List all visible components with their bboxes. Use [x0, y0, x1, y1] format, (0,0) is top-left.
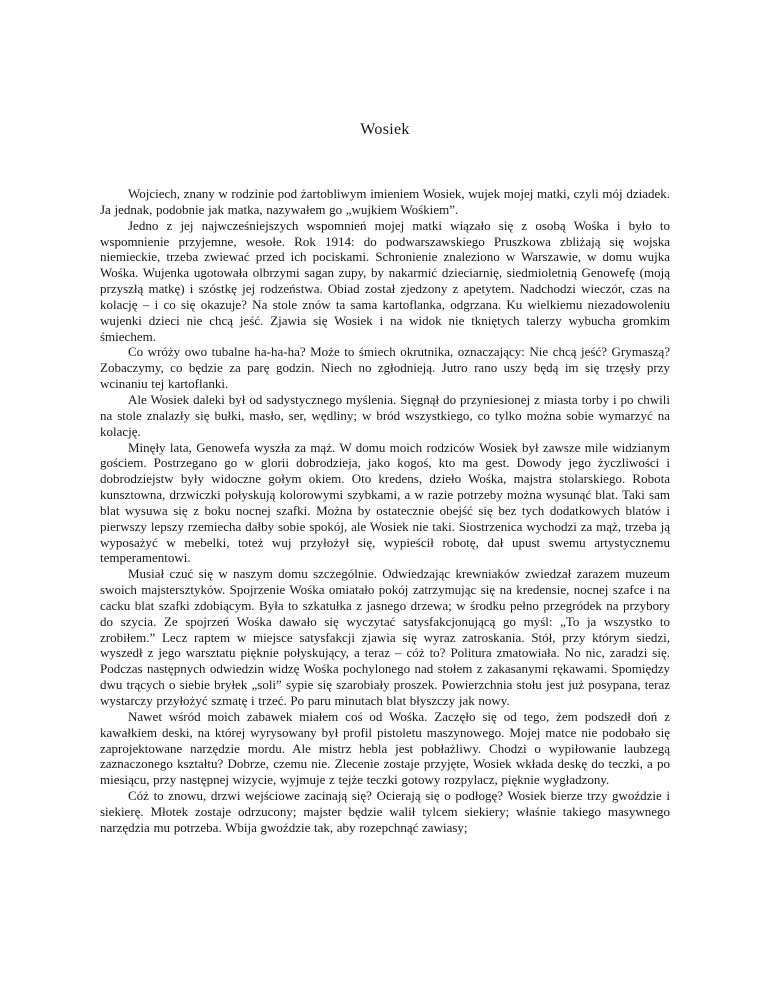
- paragraph: Minęły lata, Genowefa wyszła za mąż. W domu moich rodziców Wosiek był zawsze mile widzianym gościem. Postrzegano go w glorii dobrodzieja, jako kogoś, kto ma gest. Dowody jego życzliwości i dobrodziejstw były widoczne gołym okiem. Oto kredens, dzieło Wośka, majstra stolarskiego. Robota kunsztowna, drzwiczki połyskują kolorowymi szybkami, a w razie potrzeby można wysunąć blat. Taki sam blat wysuwa się z boku nocnej szafki. Można by ostatecznie obejść się bez tych dodatkowych blatów i pierwszy lepszy rzemiecha dałby sobie spokój, ale Wosiek nie taki. Siostrzenica wychodzi za mąż, trzeba ją wyposażyć w mebelki, toteż wuj przyłożył się, wypieścił robotę, dał upust swemu artystycznemu temperamentowi.: [100, 439, 670, 566]
- paragraph: Ale Wosiek daleki był od sadystycznego myślenia. Sięgnął do przyniesionej z miasta torby i po chwili na stole znalazły się bułki, masło, ser, wędliny; w bród wszystkiego, co tylko można sobie wymarzyć na kolację.: [100, 391, 670, 439]
- paragraph: Jedno z jej najwcześniejszych wspomnień mojej matki wiązało się z osobą Wośka i było to wspomnienie przyjemne, wesołe. Rok 1914: do podwarszawskiego Pruszkowa zbliżają się wojska niemieckie, trzeba zwiewać przed ich pociskami. Schronienie znaleziono w Warszawie, w domu wujka Wośka. Wujenka ugotowała olbrzymi sagan zupy, by nakarmić dzieciarnię, siedmioletnią Genowefę (moją przyszłą matkę) i szóstkę jej rodzeństwa. Obiad został zjedzony z apetytem. Nadchodzi wieczór, czas na kolację – i co się okazuje? Na stole znów ta sama kartoflanka, odgrzana. Ku wielkiemu niezadowoleniu wujenki dzieci nie chcą jeść. Zjawia się Wosiek i na widok nie tkniętych talerzy wybucha gromkim śmiechem.: [100, 217, 670, 344]
- paragraph: Wojciech, znany w rodzinie pod żartobliwym imieniem Wosiek, wujek mojej matki, czyli mój dziadek. Ja jednak, podobnie jak matka, nazywałem go „wujkiem Wośkiem”.: [100, 186, 670, 217]
- paragraph: Nawet wśród moich zabawek miałem coś od Wośka. Zaczęło się od tego, żem podszedł doń z kawałkiem deski, na której wyrysowany był profil pistoletu maszynowego. Mojej matce nie podobało się zaprojektowane narzędzie mordu. Ale mistrz hebla jest pobłażliwy. Chodzi o wypiłowanie laubzegą zaznaczonego kształtu? Dobrze, czemu nie. Zlecenie zostaje przyjęte, Wosiek wkłada deskę do teczki, a po miesiącu, przy następnej wizycie, wyjmuje z tejże teczki gotowy rozpylacz, pięknie wygładzony.: [100, 708, 670, 788]
- paragraph: Co wróży owo tubalne ha-ha-ha? Może to śmiech okrutnika, oznaczający: Nie chcą jeść? Grymaszą? Zobaczymy, co będzie za parę godzin. Niech no zgłodnieją. Jutro rano uszy będą im się trzęsły przy wcinaniu tej kartoflanki.: [100, 344, 670, 392]
- paragraph: Musiał czuć się w naszym domu szczególnie. Odwiedzając krewniaków zwiedzał zarazem muzeum swoich majstersztyków. Spojrzenie Wośka omiatało pokój zatrzymując się na kredensie, nocnej szafce i na cacku blat szafki zdobiącym. Była to szkatułka z jasnego drzewa; w środku pełno przegródek na przybory do szycia. Ze spojrzeń Wośka dawało się wyczytać satysfakcjonującą go myśl: „To ja wszystko to zrobiłem.” Lecz raptem w miejsce satysfakcji zjawia się wyraz zatroskania. Stół, przy którym siedzi, wyszedł z jego warsztatu pięknie połyskujący, a teraz – cóż to? Politura zmatowiała. No nic, zaradzi się. Podczas następnych odwiedzin widzę Wośka pochylonego nad stołem z zakasanymi rękawami. Spomiędzy dwu trących o siebie bryłek „soli” sypie się szarobiały proszek. Powierzchnia stołu jest już posypana, teraz wystarczy przyłożyć szmatę i trzeć. Po paru minutach blat błyszczy jak nowy.: [100, 566, 670, 708]
- document-body: [100, 186, 670, 836]
- page-title: Wosiek: [360, 121, 410, 138]
- paragraph: Cóż to znowu, drzwi wejściowe zacinają się? Ocierają się o podłogę? Wosiek bierze trzy gwoździe i siekierę. Młotek zostaje odrzucony; majster będzie walił tylcem siekiery; właśnie takiego masywnego narzędzia mu potrzeba. Wbija gwoździe tak, aby rozepchnąć zawiasy;: [100, 788, 670, 835]
